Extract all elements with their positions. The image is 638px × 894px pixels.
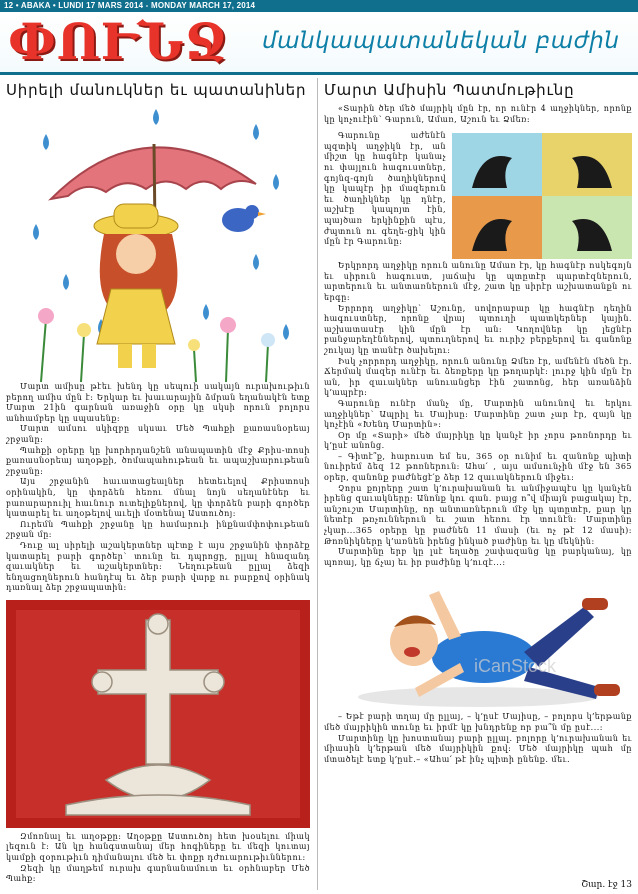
masthead-subtitle: մանկապատանեկան բաժին: [262, 28, 620, 54]
seasons-block: [324, 131, 632, 261]
four-seasons-faces-icon: [452, 133, 632, 259]
left-paragraph: Դուք ալ սիրելի աշակերտներ պէտք է այս շրջանին փորձէք կատարել բարի գործեր՝ տունը եւ դպրոցը, ըլլալ հնազանդ զաւակներ եւ աշակերտներ: Նեղութեան ըլլալ ձեզի ենղացողներուն հանդէպ եւ ձեր բարի վարք ու բարքով օրինակ դառնալ ձեր շրջապատին:: [6, 540, 310, 593]
left-paragraph: Այս շրջանին հաւատացեալներ հետեւելով Քրիստոսի օրինակին, կը փորձեն հեռու մնալ նոյն սեղանէներ եւ բառարարուիլ հաւնուր ուտելիքներով, կը փորձեն բարի գործեր կատարել եւ աղօթելով աւելի մօտենալ Աստուծոյ:: [6, 477, 310, 519]
left-paragraph: Ուրեմն Պահքի շրջանը կը համարուի ինքնամփոփութեան շրջան մը:: [6, 519, 310, 540]
column-divider: [317, 78, 318, 890]
right-article-title: Մարտ Ամիսին Պատմութիւնը: [324, 81, 575, 99]
right-paragraph: Չորս քոյրերը շատ կ՚ուրախանան եւ անմիջապէս կը կանչեն իրենց զաւակները: Անոնք կու գան. բայց ո՞վ միայն բացակայ էր, անշուշտ Մարտինը, որ անտառներուն մէջ կը պտըտէր, քար կը նետէր թռչուններուն եւ շատ հեռու էր տունէն: Մարտինը չկար...365 օրերը կը բաժնեն 11 մասի (եւ ոչ թէ 12 մասի): Թոռնիկները կ՚առնեն իրենց ինկած բաժինը եւ կը մեկնին:: [324, 483, 632, 546]
issue-line: 12 • ABAKA • LUNDI 17 MARS 2014 - MONDAY MARCH 17, 2014: [0, 0, 638, 12]
left-paragraph: Մարտ ամսու սկիզբը սկսաւ Մեծ Պահքի քառասնօրեայ շրջանը:: [6, 424, 310, 444]
umbrella-girl-icon: [6, 104, 310, 382]
left-paragraph: Զմոռնալ եւ աղօթքը: Աղօթքը Աստուծոյ հետ խօսելու միակ լեզուն է: Ան կը հանգստանայ մեր հոգիները եւ մեզի կուտայ կամքի զօրութիւն դիմանալու մեծ եւ փոքր դժուարութիւններու:: [6, 831, 310, 863]
right-paragraph: Երկրորդ աղջիկը որուն անունը Ամառ էր, կը հագնէր ոսկեգոյն եւ սիրուն հագուստ, յաճախ կը պտըտէր պարտէզներուն, արտերուն եւ անտառներուն մէջ, շատ կը սիրէր աշխատանքն ու երգը:: [324, 261, 632, 302]
masthead-logo: ՓՈՒՆՋ: [8, 12, 228, 71]
right-paragraph: Գարունը աժենէն պզտիկ աղջիկն էր, ան միշտ կը հագնէր կանաչ ու փայլուն հագուստներ, գոյնզ-գոյն ծաղիկներով կը կապէր իր մազերուն եւ ծաղիկներ կը դնէր, աշխէը կապոյտ էին, պայծառ երկինքին պէս, ժպտուն ու գեղե-ցիկ կին մըն էր Գարունը:: [324, 131, 446, 247]
left-article-title: Սիրելի մանուկներ եւ պատանիներ: [6, 81, 307, 99]
left-paragraph: Պահքի օրերը կը խորհրդանշեն անապատին մէջ Քրիս-տոսի քառասնօրեայ աղօթքի, ծոմապահութեան եւ ապաշխարութեան շրջանը:: [6, 445, 310, 476]
khachkar-cross-image: [6, 600, 310, 828]
left-paragraph: Զեզի կը մաղթեմ ուրախ գարնանամուտ եւ օրհնաբեր Մեծ Պահք:: [6, 863, 310, 884]
left-article: [6, 78, 310, 885]
tantrum-boy-illustration: [324, 572, 632, 712]
right-paragraph: – Եթէ բարի տղայ մը ըլլայ, – կ՚ըսէ Մայիսը, – բոլորս կ՚երթանք մեծ մայրիկին տունը եւ իրմէ կը խնդրենք որ բա՞ն մը ըսէ...:: [324, 712, 632, 732]
cross-icon: [6, 600, 310, 828]
masthead: [0, 12, 638, 72]
tantrum-boy-icon: [324, 572, 632, 712]
right-article: [324, 78, 632, 765]
right-paragraph: Երրորդ աղջիկը՝ Աշունը, սովորաբար կը հագնէր դեղին հագուստներ, որոնք վրայ պտուղի պատկերներ կային. աշխատասէր կին մըն էր ան: Կողովներ կը լեցնէր բանջարեղէններով, պտուղներով եւ ուրիշ բերքերով եւ գանոնք շուկայ կը տանէր ծախելու:: [324, 303, 632, 355]
right-paragraph: Մարտինը կը խոստանայ բարի ըլլալ. բոլորը կ՚ուրախանան եւ միասին կ՚երթան մեծ մայրիկին քով: Մեծ մայրիկը պահ մը մտածելէ ետք կ՚ըսէ.– «Ահա՛ թէ ինչ պիտի ընենք. մեւ․: [324, 733, 632, 764]
right-paragraph: Իսկ չորրորդ աղջիկը, որուն անունը Ձմեռ էր, ամենէն մեծն էր. Ճերմակ մազեր ունէր եւ ձեռքերը կը թողարկէ: լուրջ կին մըն էր ան, իր զաւակներ անուանցեր էին շատոնց, հեր առանձին կ՚ապրէր:: [324, 356, 632, 398]
right-paragraph: Մարտինը երբ կը լսէ եղածը շափազանց կը բարկանայ, կը պոռայ, կը ճչայ եւ իր բաժինը կ՚ուզէ...:: [324, 547, 632, 567]
right-paragraph: Օր մը «Տարի» մեծ մայրիկը կը կանչէ իր չորս թոռնորդը եւ կ՚ըսէ անոնց.: [324, 430, 632, 451]
svg-text:iCanStock: iCanStock: [474, 656, 557, 677]
right-paragraph: – Գիտէ՞ք, հարուստ եմ ես, 365 օր ունիմ եւ զանոնք պիտի նուիրեմ ձեզ 12 թոռներուն: Ահա՛ , այս ամսունչին մէջ են 365 օրեր, զանոնք բաժնեցէ՛ք ձեր 12 զաւակներուն միջեւ:: [324, 451, 632, 483]
left-paragraph: Մարտ ամիսը թէեւ խենդ կը սեպուի սակայն ուրախութիւն բերող ամիս մըն է: Երկար եւ խաւարային ձմրան եղանակէն ետք Մարտ 21ին գարնան առաջին օրը կը սկսի որուն բոլորս անհամբեր կը սպասենք:: [6, 382, 310, 423]
continued-note: Շար. էջ 13: [581, 880, 632, 890]
masthead-rule: [0, 72, 638, 75]
right-paragraph: «Տարին ծեր մեծ մայրիկ մըն էր, որ ունէր 4 աղջիկներ, որոնք կը կոչուէին՝ Գարուն, Ամառ, Աշուն եւ Ձմեռ:: [324, 104, 632, 124]
right-paragraph: Գարունը ունէր մանչ մը, Մարտին անունով եւ երկու աղջիկներ՝ Ապրիլ եւ Մայիսը: Մարտինը շատ չար էր, զայն կը կոչէին «Խենդ Մարտին»:: [324, 398, 632, 430]
rainy-girl-illustration: [6, 104, 310, 382]
